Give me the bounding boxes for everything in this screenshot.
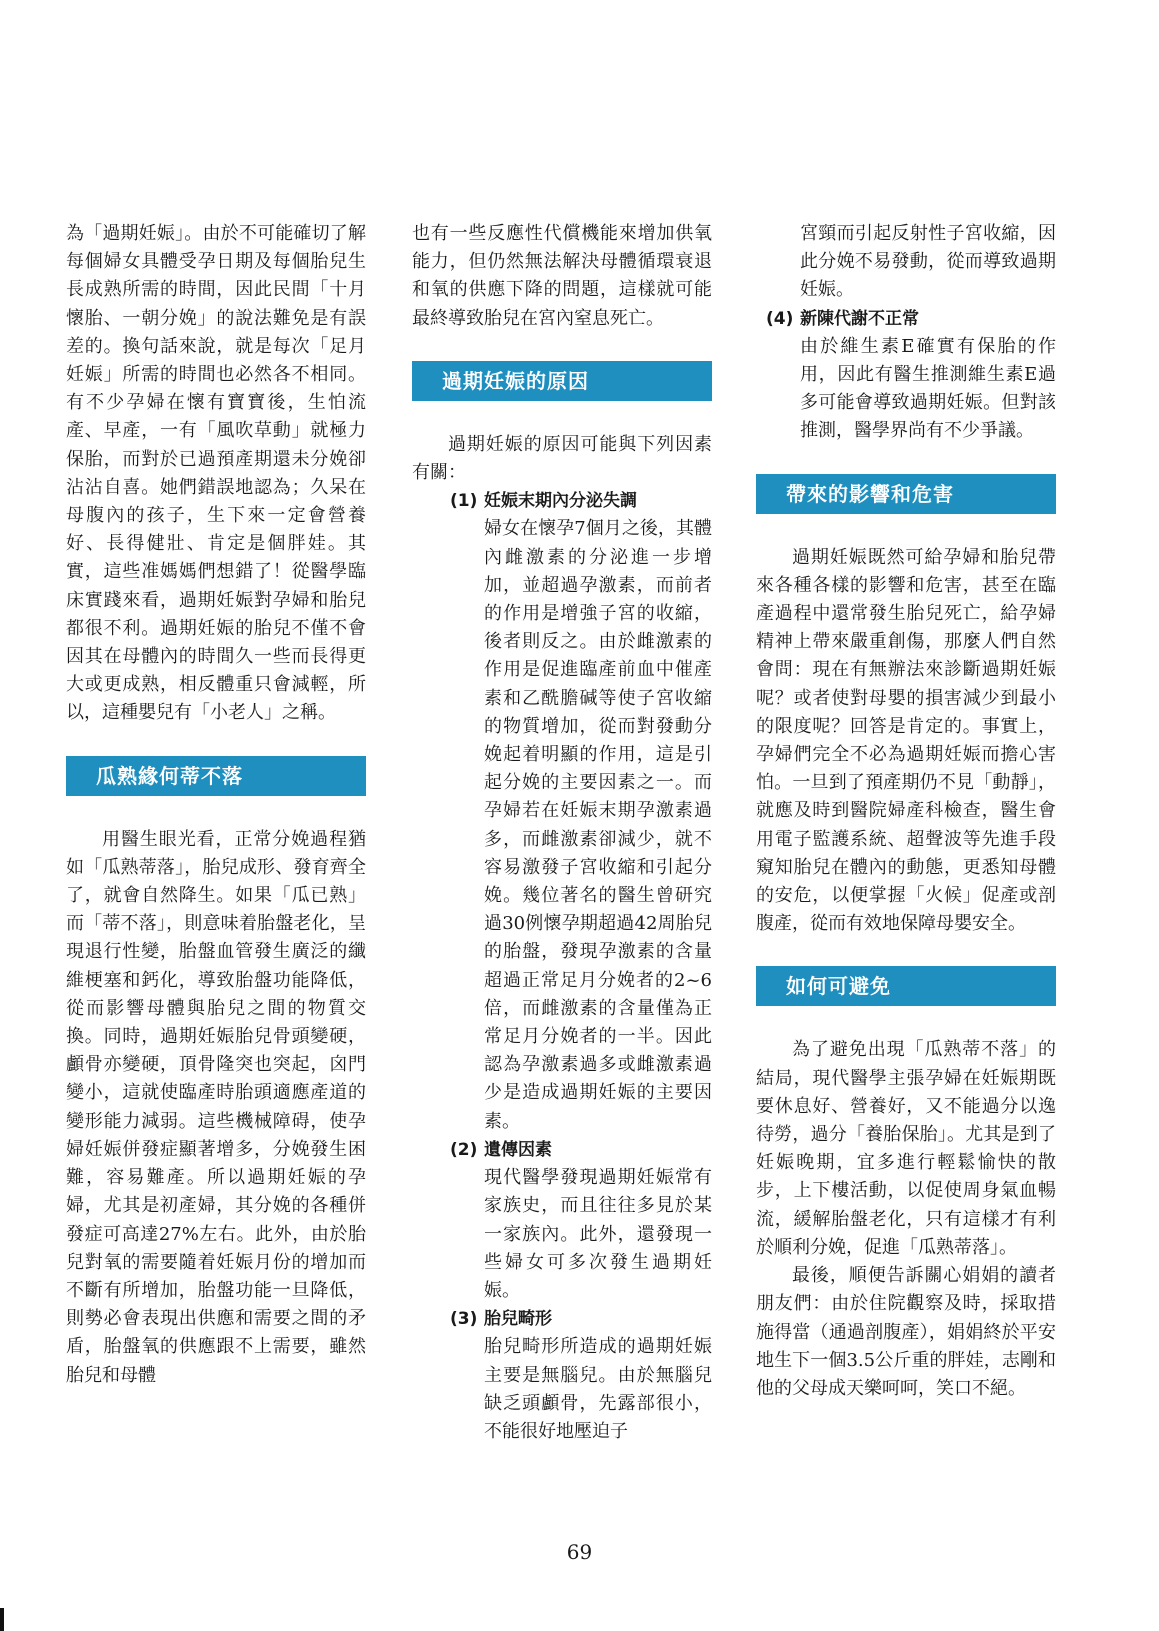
section-heading-ripe-melon: 瓜熟緣何蒂不落 (66, 756, 366, 796)
column-3 (756, 220, 1056, 1403)
section-heading-effects: 帶來的影響和危害 (756, 474, 1056, 514)
subheading-malformation: (3) 胎兒畸形 (450, 1309, 552, 1330)
paragraph: 最後，順便告訴關心娟娟的讀者朋友們：由於住院觀察及時，採取措施得當（通過剖腹產），娟娟終於平安地生下一個3.5公斤重的胖娃，志剛和他的父母成天樂呵呵，笑口不絕。 (756, 1265, 1056, 1399)
paragraph: 現代醫學發現過期妊娠常有家族史，而且往往多見於某一家族內。此外，還發現一些婦女可多次發生過期妊娠。 (484, 1167, 712, 1301)
column-2 (412, 220, 712, 1446)
section-heading-causes: 過期妊娠的原因 (412, 361, 712, 401)
page-number: 69 (566, 1540, 593, 1564)
subheading-genetic: (2) 遺傳因素 (450, 1139, 552, 1160)
paragraph: 婦女在懷孕7個月之後，其體內雌激素的分泌進一步增加，並超過孕激素，而前者的作用是增強子宮的收縮，後者則反之。由於雌激素的作用是促進臨產前血中催產素和乙酰膽碱等使子宮收縮的物質增加，從而對發動分娩起着明顯的作用，這是引起分娩的主要因素之一。而孕婦若在妊娠末期孕激素過多，而雌激素卻減少，就不容易激發子宮收縮和引起分娩。幾位著名的醫生曾研究過30例懷孕期超過42周胎兒的胎盤，發現孕激素的含量超過正常足月分娩者的2~6倍，而雌激素的含量僅為正常足月分娩者的一半。因此認為孕激素過多或雌激素過少是造成過期妊娠的主要因素。 (484, 518, 712, 1132)
paragraph: 胎兒畸形所造成的過期妊娠主要是無腦兒。由於無腦兒缺乏頭顱骨，先露部很小，不能很好地壓迫子 (484, 1336, 712, 1442)
paragraph: 宮頸而引起反射性子宮收縮，因此分娩不易發動，從而導致過期妊娠。 (800, 223, 1056, 301)
paragraph: 過期妊娠的原因可能與下列因素有關： (412, 433, 712, 484)
paragraph: 為「過期妊娠」。由於不可能確切了解每個婦女具體受孕日期及每個胎兒生長成熟所需的時間，因此民間「十月懷胎、一朝分娩」的說法難免是有誤差的。換句話來說，就是每次「足月妊娠」所需的時間也必然各不相同。有不少孕婦在懷有寶寶後，生怕流產、早產，一有「風吹草動」就極力保胎，而對於已過預產期還未分娩卻沾沾自喜。她們錯誤地認為；久呆在母腹內的孩子，生下來一定會營養好、長得健壯、肯定是個胖娃。其實，這些准媽媽們想錯了！從醫學臨床實踐來看，過期妊娠對孕婦和胎兒都很不利。過期妊娠的胎兒不僅不會因其在母體內的時間久一些而長得更大或更成熟，相反體重只會減輕，所以，這種嬰兒有「小老人」之稱。 (66, 223, 366, 724)
paragraph: 由於維生素E確實有保胎的作用，因此有醫生推測維生素E過多可能會導致過期妊娠。但對該推測，醫學界尚有不少爭議。 (800, 335, 1056, 442)
paragraph: 為了避免出現「瓜熟蒂不落」的結局，現代醫學主張孕婦在妊娠期既要休息好、營養好，又不能過分以逸待勞，過分「養胎保胎」。尤其是到了妊娠晚期，宜多進行輕鬆愉快的散步，上下樓活動，以促使周身氣血暢流，緩解胎盤老化，只有這樣才有利於順利分娩，促進「瓜熟蒂落」。 (756, 1039, 1056, 1258)
paragraph: 用醫生眼光看，正常分娩過程猶如「瓜熟蒂落」，胎兒成形、發育齊全了，就會自然降生。如果「瓜已熟」而「蒂不落」，則意味着胎盤老化，呈現退行性變，胎盤血管發生廣泛的纖維梗塞和鈣化，導致胎盤功能降低，從而影響母體與胎兒之間的物質交換。同時，過期妊娠胎兒骨頭變硬，顱骨亦變硬，頂骨隆突也突起，囟門變小，這就使臨產時胎頭適應產道的變形能力減弱。這些機械障碍，使孕婦妊娠併發症顯著增多，分娩發生困難，容易難產。所以過期妊娠的孕婦，尤其是初產婦，其分娩的各種併發症可高達27%左右。此外，由於胎兒對氧的需要隨着妊娠月份的增加而不斷有所增加，胎盤功能一旦降低，則勢必會表現出供應和需要之間的矛盾，胎盤氧的供應跟不上需要，雖然胎兒和母體 (66, 828, 366, 1386)
paragraph: 過期妊娠既然可給孕婦和胎兒帶來各種各樣的影響和危害，甚至在臨產過程中還常發生胎兒死亡，給孕婦精神上帶來嚴重創傷，那麼人們自然會問：現在有無辦法來診斷過期妊娠呢？或者使對母嬰的損害減少到最小的限度呢？回答是肯定的。事實上，孕婦們完全不必為過期妊娠而擔心害怕。一旦到了預產期仍不見「動靜」，就應及時到醫院婦產科檢查，醫生會用電子監護系統、超聲波等先進手段窺知胎兒在體內的動態，更悉知母體的安危，以便掌握「火候」促產或剖腹產，從而有效地保障母嬰安全。 (756, 546, 1056, 935)
section-heading-prevention: 如何可避免 (756, 966, 1056, 1006)
subheading-endocrine: (1) 妊娠末期內分泌失調 (450, 491, 637, 512)
subheading-metabolism: (4) 新陳代謝不正常 (766, 308, 919, 329)
scan-edge-mark (0, 1608, 4, 1631)
column-1 (66, 220, 366, 1390)
paragraph: 也有一些反應性代償機能來增加供氧能力，但仍然無法解決母體循環衰退和氧的供應下降的問題，這樣就可能最終導致胎兒在宮內窒息死亡。 (412, 223, 712, 329)
